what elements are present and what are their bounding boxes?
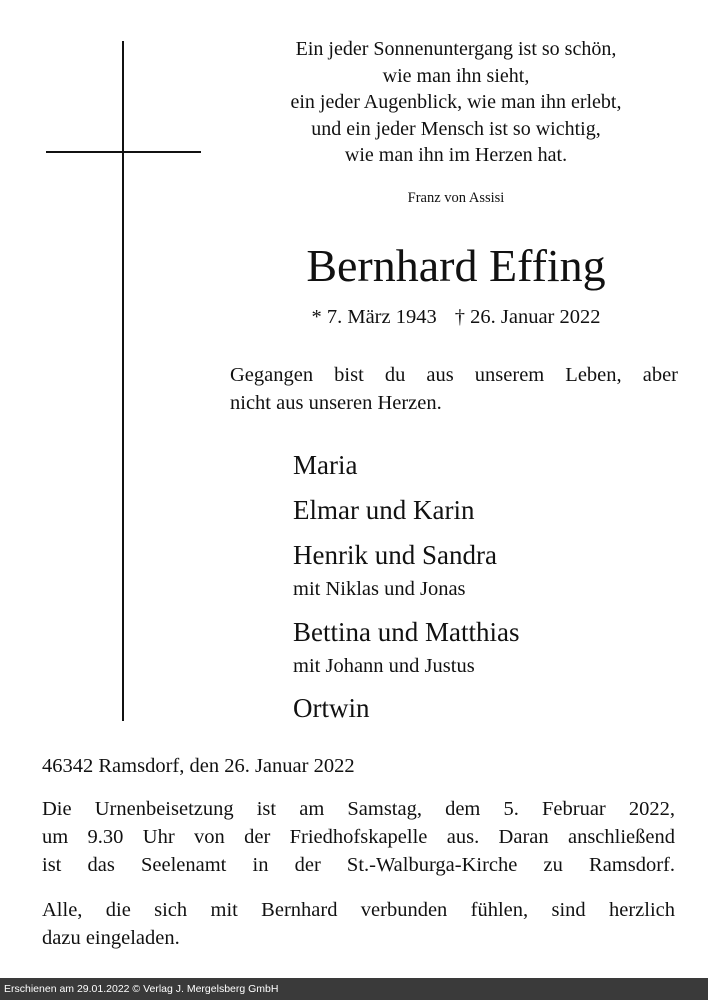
- family-member: Ortwin: [293, 693, 370, 723]
- poem-line: Ein jeder Sonnenuntergang ist so schön,: [295, 38, 617, 60]
- invitation: [42, 896, 675, 952]
- cross-horizontal-bar: [46, 151, 201, 153]
- farewell-quote: [230, 361, 678, 417]
- family-member: Maria: [293, 450, 358, 480]
- poem-author: Franz von Assisi: [407, 190, 505, 206]
- death-date: † 26. Januar 2022: [454, 306, 601, 328]
- service-line: um 9.30 Uhr von der Friedhofskapelle aus. Daran anschließend: [42, 826, 675, 848]
- service-line: Die Urnenbeisetzung ist am Samstag, dem 5. Februar 2022,: [42, 798, 675, 820]
- family-member-children: mit Niklas und Jonas: [293, 578, 466, 600]
- publication-footer: Erschienen am 29.01.2022 © Verlag J. Mergelsberg GmbH: [0, 978, 708, 1000]
- poem-line: wie man ihn im Herzen hat.: [344, 144, 568, 166]
- poem-line: ein jeder Augenblick, wie man ihn erlebt,: [290, 91, 622, 113]
- cross-vertical-bar: [122, 41, 124, 721]
- poem: [230, 36, 682, 169]
- invitation-line: dazu eingeladen.: [42, 927, 180, 949]
- service-line: ist das Seelenamt in der St.-Walburga-Kirche zu Ramsdorf.: [42, 854, 675, 876]
- deceased-name: Bernhard Effing: [306, 240, 606, 291]
- family-member: Elmar und Karin: [293, 495, 475, 525]
- invitation-line: Alle, die sich mit Bernhard verbunden fühlen, sind herzlich: [42, 899, 675, 921]
- life-dates: [230, 302, 682, 332]
- family-member: Henrik und Sandra: [293, 540, 497, 570]
- place-and-date: 46342 Ramsdorf, den 26. Januar 2022: [42, 755, 355, 777]
- poem-line: und ein jeder Mensch ist so wichtig,: [311, 117, 601, 140]
- family-member-children: mit Johann und Justus: [293, 655, 475, 677]
- quote-line: Gegangen bist du aus unserem Leben, aber: [230, 364, 678, 386]
- family-member: Bettina und Matthias: [293, 617, 520, 647]
- quote-line: nicht aus unseren Herzen.: [230, 392, 442, 414]
- birth-date: * 7. März 1943: [311, 306, 437, 328]
- service-info: [42, 795, 675, 879]
- poem-line: wie man ihn sieht,: [382, 64, 530, 87]
